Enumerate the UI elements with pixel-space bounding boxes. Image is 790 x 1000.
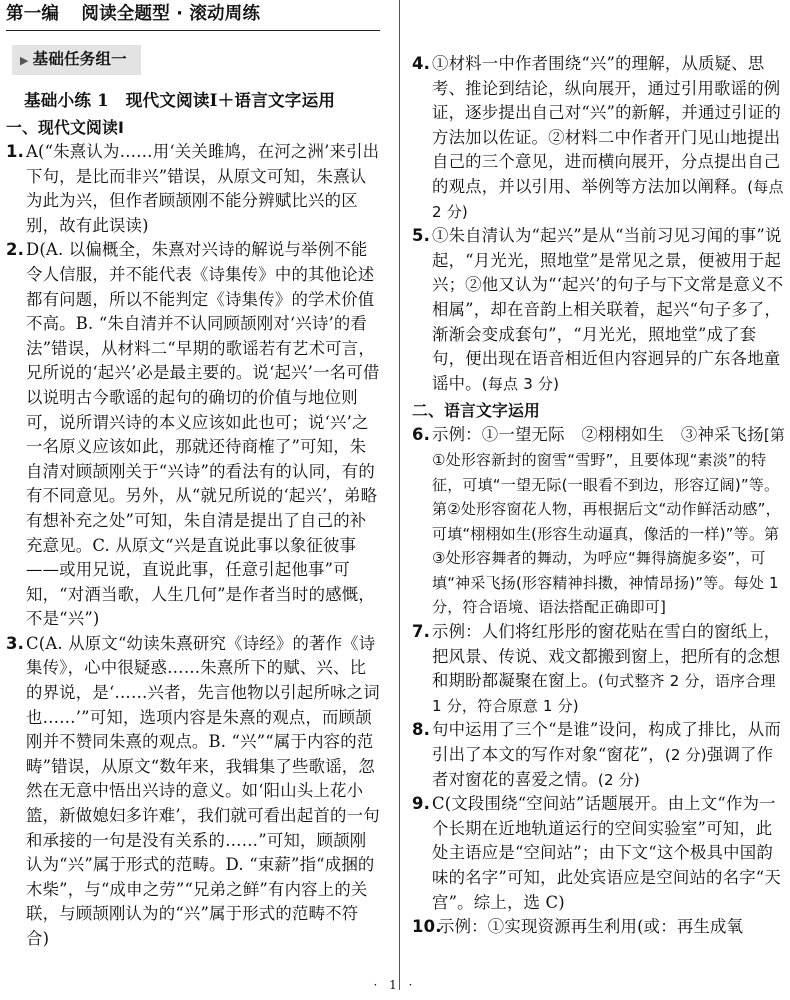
explanation-note: [第①处形容新封的窗雪“雪野”，且要体现“素淡”的特征，可填“一望无际(一眼看不到边，形容辽阔)”等。第②处形容窗花人物，再根据后文“动作鲜活动感”，可填“栩栩如生(形容生动逼真，像活的一样)”等。第③处形容舞者的舞动，为呼应“舞得旖旎多姿”，可填“神采飞扬(形容精神抖擞，神情昂扬)”等。每处 1 分，符合语境、语法搭配正确即可] bbox=[432, 426, 786, 617]
item-number: 4. bbox=[412, 54, 431, 73]
item-text: D(A. 以偏概全，朱熹对兴诗的解说与举例不能令人信服，并不能代表《诗集传》中的其他论述都有问题，所以不能判定《诗集传》的学术价值不高。B. “朱自清并不认同顾颉刚对‘兴诗’的看法”错误，从材料二“早期的歌谣若有艺术可言，兄所说的‘起兴’必是最主要的。说‘起兴’一名可借以说明古今歌谣的起句的确切的价值与地位则可，说所谓兴诗的本义应该如此也可；说‘兴’之一名原义应该如此，那就还待商榷了”可知，朱自清对顾颉刚关于“兴诗”的看法有的认同，有的有不同意见。另外，从“就兄所说的‘起兴’，弟略有想补充之处”可知，朱自清是提出了自己的补充意见。C. 从原文“兴是直说此事以象征彼事——或用兄说，直说此事，任意引起他事”可知，“对酒当歌，人生几何”是作者当时的感慨，不是“兴”) bbox=[26, 240, 380, 629]
practice-title: 基础小练 1 现代文阅读Ⅰ＋语言文字运用 bbox=[24, 90, 336, 110]
item-number: 7. bbox=[412, 622, 431, 642]
arrow-icon: ▶ bbox=[20, 54, 29, 67]
item-number: 8. bbox=[412, 720, 431, 740]
item-number: 10. bbox=[412, 917, 442, 937]
task-group-label: 基础任务组一 bbox=[32, 50, 127, 68]
section-title-reading: 一、现代文阅读Ⅰ bbox=[6, 118, 125, 137]
item-text: A(“朱熹认为……用‘关关雎鸠，在河之洲’来引出下句，是比而非兴”错误，从原文可知，朱熹认为此为兴，但作者顾颉刚不能分辨赋比兴的区别，故有此误读) bbox=[26, 142, 380, 235]
part-label: 第一编 bbox=[6, 4, 60, 24]
item-number: 6. bbox=[412, 425, 431, 445]
item-text: C(文段围绕“空间站”话题展开。由上文“作为一个长期在近地轨道运行的空间实验室”可知，此处主语应是“空间站”；由下文“这个极具中国韵味的名字”可知，此处宾语应是空间站的名字“天宫”。综上，选 C) bbox=[432, 794, 781, 912]
item-number: 1. bbox=[6, 142, 25, 161]
score-note-2: (2 分) bbox=[597, 770, 640, 789]
answer-item-8 bbox=[412, 718, 786, 792]
header-title: 阅读全题型 · 滚动周练 bbox=[81, 4, 261, 24]
answer-item-6 bbox=[412, 423, 786, 620]
item-number: 5. bbox=[412, 226, 431, 246]
score-note: (每点 2 分) bbox=[432, 177, 784, 221]
score-note: (每点 3 分) bbox=[481, 374, 560, 393]
answer-item-1 bbox=[6, 140, 380, 238]
answer-item-9 bbox=[412, 792, 786, 915]
page-header bbox=[6, 0, 380, 31]
answer-item-10 bbox=[412, 915, 786, 940]
score-note: (句式整齐 2 分，语序合理 1 分，符合原意 1 分) bbox=[432, 672, 776, 715]
item-text: 示例：①一望无际 ②栩栩如生 ③神采飞扬 bbox=[432, 425, 764, 445]
item-number: 3. bbox=[6, 633, 25, 653]
item-number: 9. bbox=[412, 794, 431, 814]
item-text: ①材料一中作者围绕“兴”的理解，从质疑、思考、推论到结论，纵向展开，通过引用歌谣的例证，逐步提出自己对“兴”的新解，并通过引证的方法加以佐证。②材料二中作者开门见山地提出自己的三个意见，进而横向展开，分点提出自己的观点，并以引用、举例等方法加以阐释。 bbox=[432, 54, 781, 196]
column-divider bbox=[399, 0, 400, 990]
answer-item-5 bbox=[412, 224, 786, 396]
page-number: · 1 · bbox=[373, 978, 417, 992]
item-text: ①朱自清认为“起兴”是从“当前习见习闻的事”说起，“月光光，照地堂”是常见之景，便被用于起兴；②他又认为“‘起兴’的句子与下文常是意义不相属”，却在音韵上相关联着，起兴“句子多了，渐渐会变成套句”，“月光光，照地堂”成了套句，便出现在语音相近但内容迥异的广东各地童谣中。 bbox=[432, 226, 784, 393]
item-text: 示例：①实现资源再生利用(或：再生成氧 bbox=[438, 917, 744, 937]
score-note: (2 分) bbox=[664, 746, 707, 765]
item-number: 2. bbox=[6, 240, 25, 260]
task-group-tag bbox=[12, 45, 141, 75]
item-text-continued: 强调了作者对窗花的喜爱之情。 bbox=[432, 745, 774, 789]
item-text: C(A. 从原文“幼读朱熹研究《诗经》的著作《诗集传》，心中很疑惑……朱熹所下的赋、兴、比的界说，是‘……兴者，先言他物以引起所咏之词也……’”可知，选项内容是朱熹的观点，而顾颉刚并不赞同朱熹的观点。B. “兴”“属于内容的范畴”错误，从原文“数年来，我辑集了些歌谣，忽然在无意中悟出兴诗的意义。如‘阳山头上花小篮，新做媳妇多许难’，我们就可看出起首的一句和承接的一句是没有关系的……”可知，顾颉刚认为“兴”属于形式的范畴。D. “束薪”指“成捆的木柴”，与“成申之劳”“兄弟之鲜”有内容上的关联，与顾颉刚认为的“兴”属于形式的范畴不符合) bbox=[26, 633, 380, 948]
answer-item-7 bbox=[412, 620, 786, 718]
answer-item-4 bbox=[412, 52, 786, 224]
section-title-language: 二、语言文字运用 bbox=[412, 401, 540, 421]
item-text: 示例：人们将红彤彤的窗花贴在雪白的窗纸上，把风景、传说、戏文都搬到窗上，把所有的念想和期盼都凝聚在窗上。 bbox=[432, 622, 781, 691]
answer-item-2 bbox=[6, 238, 380, 632]
answer-item-3 bbox=[6, 632, 380, 952]
left-column bbox=[6, 0, 380, 952]
right-column bbox=[412, 0, 786, 940]
item-text: 句中运用了三个“是谁”设问，构成了排比，从而引出了本文的写作对象“窗花”， bbox=[432, 720, 781, 765]
